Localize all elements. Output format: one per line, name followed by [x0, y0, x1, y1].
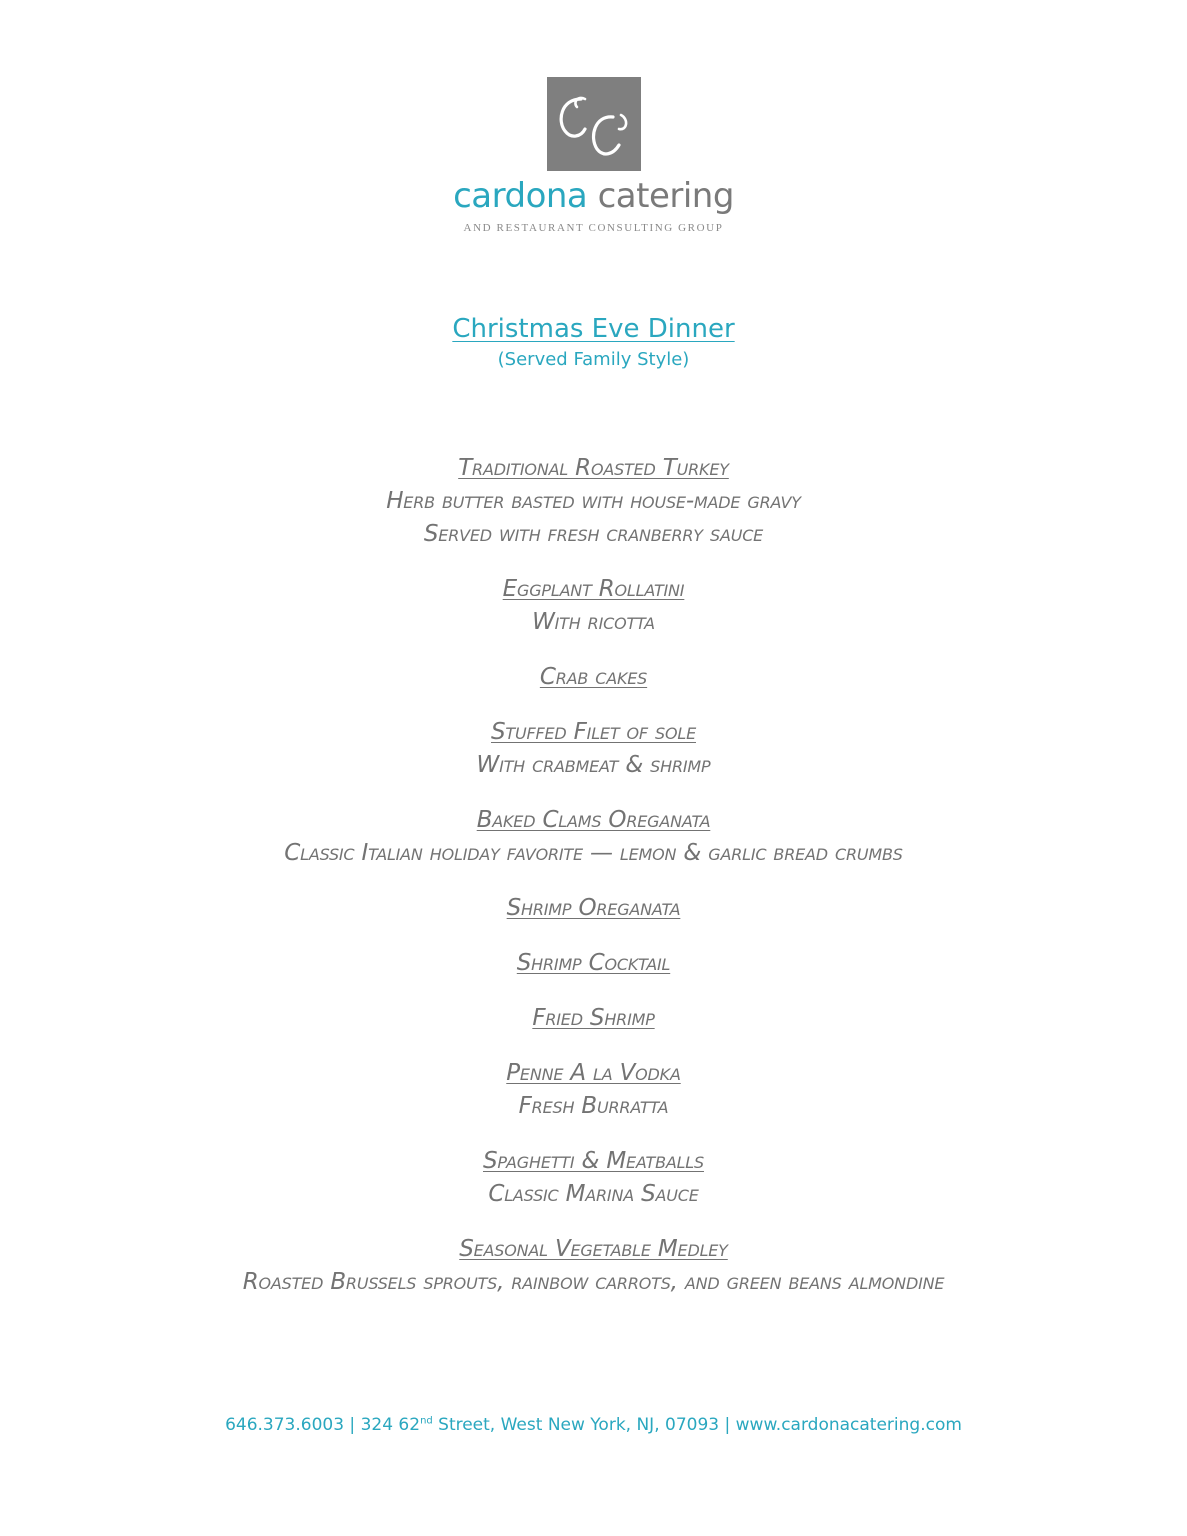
menu-title	[0, 312, 1187, 346]
menu-item-name: Crab cakes	[539, 664, 648, 690]
menu-item-description: Served with fresh cranberry sauce	[423, 521, 764, 547]
footer-address-suffix: nd	[420, 1415, 433, 1427]
menu-item-name: Shrimp Cocktail	[516, 950, 671, 976]
menu-item	[0, 1233, 1187, 1299]
footer-phone: 646.373.6003	[225, 1415, 345, 1435]
menu-item	[0, 1057, 1187, 1123]
menu-item	[0, 892, 1187, 925]
menu-item-description: Classic Italian holiday favorite — lemon & garlic bread crumbs	[284, 840, 903, 866]
brand-tagline: AND RESTAURANT CONSULTING GROUP	[463, 222, 724, 234]
brand-name	[0, 176, 1187, 216]
menu-item	[0, 452, 1187, 551]
menu-item	[0, 1002, 1187, 1035]
footer-separator: |	[719, 1415, 736, 1435]
menu-item-description: With ricotta	[532, 609, 655, 635]
menu-item	[0, 573, 1187, 639]
footer-separator: |	[344, 1415, 361, 1435]
brand-name-part2: catering	[597, 176, 734, 216]
menu-item-name: Stuffed Filet of sole	[491, 719, 696, 745]
menu-item-name: Eggplant Rollatini	[502, 576, 685, 602]
menu-item-description: Classic Marina Sauce	[488, 1181, 699, 1207]
menu-item-description: Herb butter basted with house-made gravy	[386, 488, 801, 514]
logo	[547, 77, 641, 171]
footer-address-number: 324 62	[360, 1415, 421, 1435]
menu-subtitle: (Served Family Style)	[497, 349, 690, 370]
menu-item	[0, 804, 1187, 870]
menu-item-name: Shrimp Oreganata	[506, 895, 681, 921]
menu-item-name: Fried Shrimp	[532, 1005, 655, 1031]
menu-item	[0, 661, 1187, 694]
menu-item-description: Fresh Burratta	[518, 1093, 669, 1119]
footer-address: Street, West New York, NJ, 07093	[432, 1415, 720, 1435]
menu-item	[0, 716, 1187, 782]
footer-contact	[0, 1415, 1187, 1435]
cc-monogram-icon	[547, 77, 641, 171]
menu-item	[0, 947, 1187, 980]
menu-list	[0, 452, 1187, 1321]
menu-item-name: Penne A la Vodka	[506, 1060, 681, 1086]
menu-item-name: Baked Clams Oreganata	[476, 807, 711, 833]
menu-item-name: Seasonal Vegetable Medley	[459, 1236, 728, 1262]
menu-item-name: Spaghetti & Meatballs	[483, 1148, 704, 1174]
menu-item-description: Roasted Brussels sprouts, rainbow carrots, and green beans almondine	[242, 1269, 945, 1295]
brand-name-part1: cardona	[453, 176, 588, 216]
menu-item	[0, 1145, 1187, 1211]
footer-website-link[interactable]: www.cardonacatering.com	[735, 1415, 962, 1435]
menu-title-text: Christmas Eve Dinner	[452, 314, 735, 344]
menu-item-name: Traditional Roasted Turkey	[458, 455, 729, 481]
menu-item-description: With crabmeat & shrimp	[476, 752, 711, 778]
